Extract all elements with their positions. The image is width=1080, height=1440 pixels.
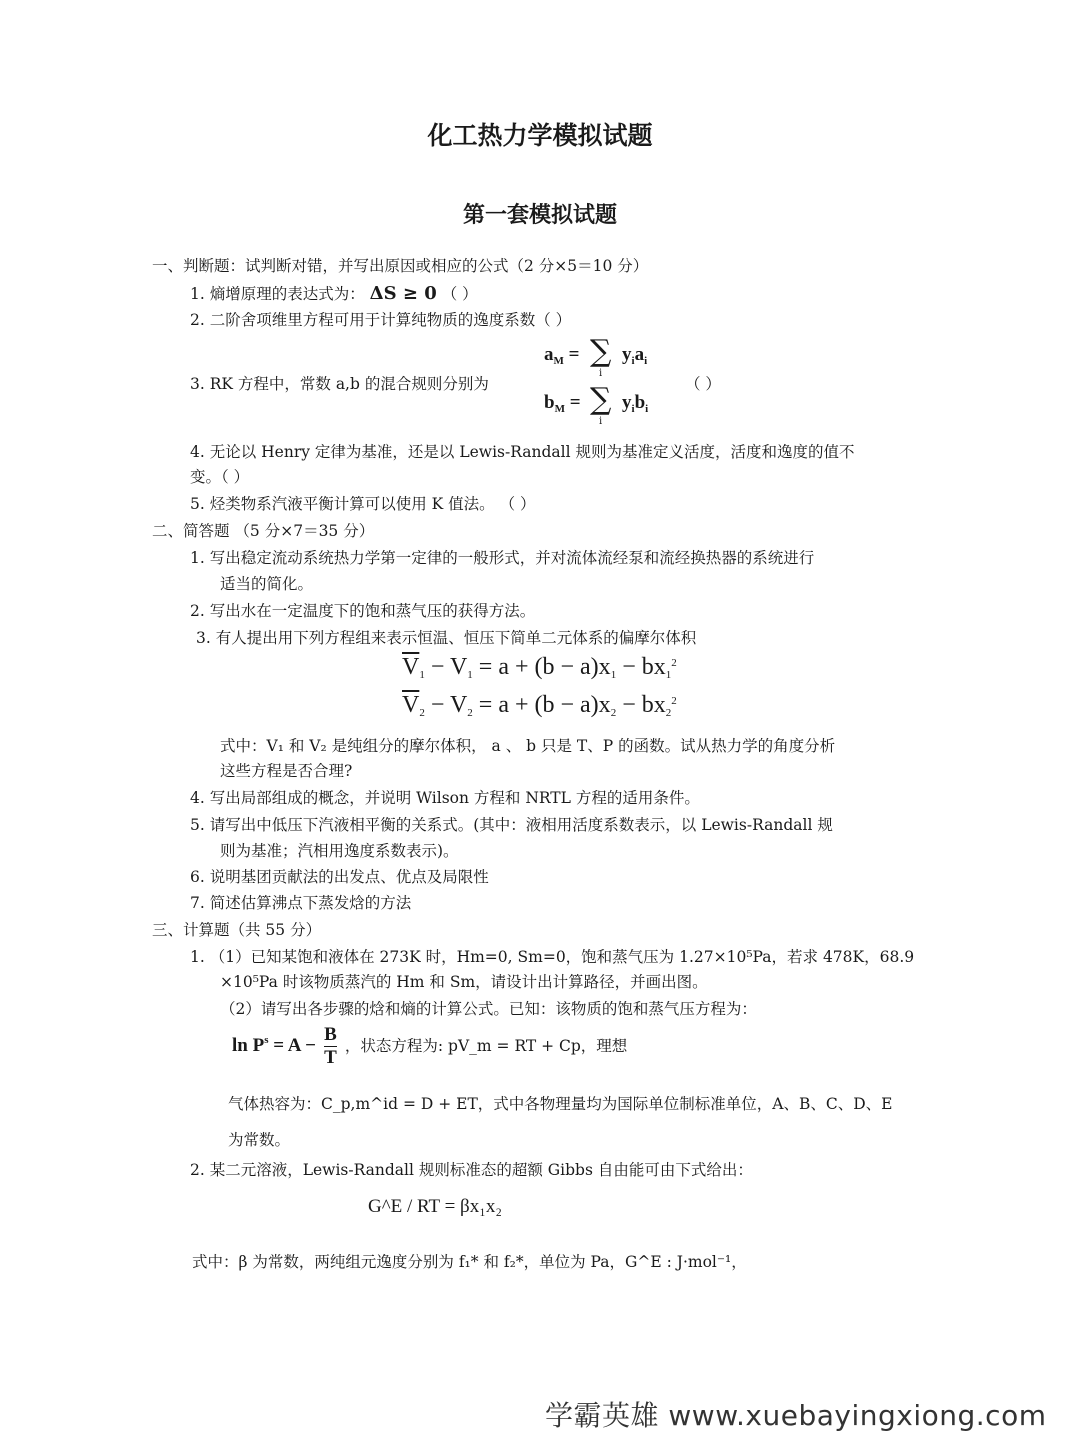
s1-q1: [190, 284, 478, 304]
s2-q2: 2. 写出水在一定温度下的饱和蒸气压的获得方法。: [190, 602, 536, 620]
s1-q1-text: 1. 熵增原理的表达式为：: [190, 285, 365, 303]
section1-heading: 一、判断题：试判断对错，并写出原因或相应的公式（2 分×5＝10 分）: [152, 257, 649, 275]
bM-eq: $b_M$ =: [544, 392, 581, 415]
section3-heading: 三、计算题（共 55 分）: [152, 921, 322, 939]
s2-q5-line2: 则为基准；汽相用逸度系数表示)。: [220, 842, 459, 860]
s3-q1-const: 为常数。: [228, 1131, 291, 1149]
index-i-2: i: [599, 416, 603, 427]
s3-q2-note: 式中：β 为常数，两纯组元逸度分别为 f₁* 和 f₂*，单位为 Pa，G^E : J·mol⁻¹，: [192, 1253, 747, 1271]
s2-q3-note1: 式中：V₁ 和 V₂ 是纯组分的摩尔体积， a 、 b 只是 T、P 的函数。试从热力学的角度分析: [220, 737, 836, 755]
s2-q1-line1: 1. 写出稳定流动系统热力学第一定律的一般形式，并对流体流经泵和流经换热器的系统进行: [190, 549, 815, 567]
s1-q4-line1: 4. 无论以 Henry 定律为基准，还是以 Lewis-Randall 规则为基准定义活度，活度和逸度的值不: [190, 443, 855, 461]
s2-q3-eq2: $\overline{V}_2 - V_2 = a + (b - a)x_2 - bx_2^2$: [402, 692, 677, 719]
s3-q1-heat: 气体热容为：C_p,m^id = D + ET，式中各物理量均为国际单位制标准单位，A、B、C、D、E: [228, 1095, 893, 1113]
s1-q3-paren: （ ）: [685, 375, 721, 393]
s3-q1-vapor-eq: [232, 1024, 627, 1069]
s3-q1-line1: 1. （1）已知某饱和液体在 273K 时，Hm=0, Sm=0，饱和蒸气压为 1.27×10⁵Pa，若求 478K，68.9: [190, 948, 915, 966]
s2-q3: 3. 有人提出用下列方程组来表示恒温、恒压下简单二元体系的偏摩尔体积: [196, 629, 697, 647]
s3-q2: 2. 某二元溶液，Lewis-Randall 规则标准态的超额 Gibbs 自由能可由下式给出：: [190, 1161, 753, 1179]
page-subtitle: 第一套模拟试题: [462, 202, 617, 228]
s2-q4: 4. 写出局部组成的概念，并说明 Wilson 方程和 NRTL 方程的适用条件。: [190, 789, 700, 807]
s3-q1-line2: ×10⁵Pa 时该物质蒸汽的 Hm 和 Sm，请设计出计算路径，并画出图。: [220, 973, 708, 991]
s2-q6: 6. 说明基团贡献法的出发点、优点及局限性: [190, 868, 489, 886]
s2-q1-line2: 适当的简化。: [220, 575, 314, 593]
s3-q2-eq: G^E / RT = βx₁x₂: [368, 1196, 502, 1217]
bM-rhs: $y_ib_i$: [622, 392, 649, 415]
watermark: 学霸英雄 www.xuebayingxiong.com: [545, 1399, 1047, 1432]
s1-q3-mixing-rules: [542, 334, 672, 430]
s3-q1-eq-text: ，状态方程为: pV_m = RT + Cp，理想: [344, 1037, 628, 1055]
s1-q1-paren: （ ）: [441, 285, 478, 303]
s2-q7: 7. 简述估算沸点下蒸发焓的方法: [190, 894, 412, 912]
s1-q4-line2: 变。（ ）: [190, 468, 250, 486]
s2-q3-eq1: $\overline{V}_1 - V_1 = a + (b - a)x_1 - bx_1^2$: [402, 654, 677, 681]
s2-q3-note2: 这些方程是否合理?: [220, 762, 353, 780]
index-i: i: [599, 368, 603, 379]
s1-q3-text: 3. RK 方程中，常数 a,b 的混合规则分别为: [190, 375, 489, 393]
sum-icon-2: ∑: [590, 382, 612, 417]
aM-rhs: $y_ia_i$: [622, 344, 648, 367]
s3-q1-part2: （2）请写出各步骤的焓和熵的计算公式。已知：该物质的饱和蒸气压方程为：: [220, 1000, 757, 1018]
s1-q2: 2. 二阶舍项维里方程可用于计算纯物质的逸度系数（ ）: [190, 311, 572, 329]
page-title: 化工热力学模拟试题: [427, 121, 653, 150]
lnP-eq: $\ln P^s = A$ −: [232, 1034, 317, 1056]
sum-icon: ∑: [590, 334, 612, 369]
aM-eq: $a_M$ =: [544, 344, 580, 367]
s1-q1-formula: ΔS ≥ 0: [369, 283, 437, 304]
s2-q5-line1: 5. 请写出中低压下汽液相平衡的关系式。(其中：液相用活度系数表示，以 Lewis-Randall 规: [190, 816, 833, 834]
section2-heading: 二、简答题 （5 分×7＝35 分）: [152, 522, 375, 540]
s1-q5: 5. 烃类物系汽液平衡计算可以使用 K 值法。 （ ）: [190, 495, 536, 513]
fraction-B-T: $\frac{B}{T}$: [324, 1024, 337, 1068]
